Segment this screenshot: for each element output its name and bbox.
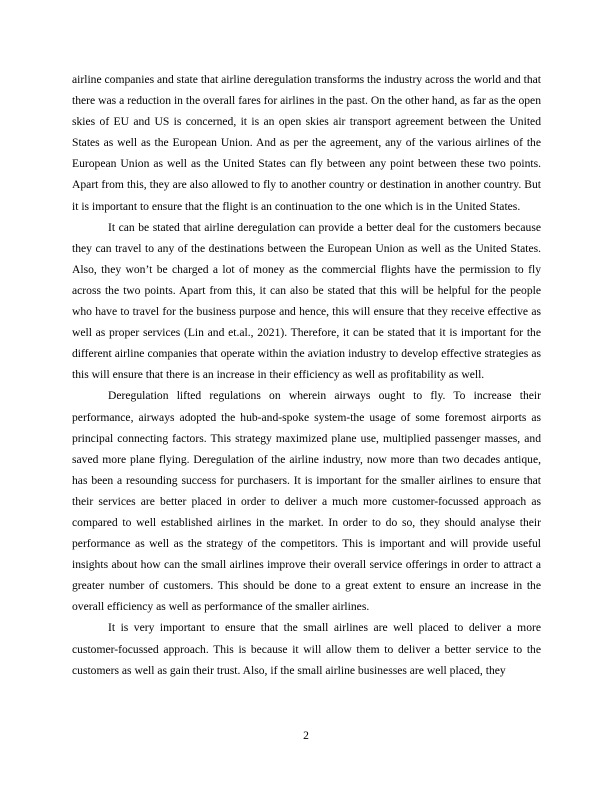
paragraph-hub-and-spoke: Deregulation lifted regulations on wherein airways ought to fly. To increase their performance, airways adopted the hub-and-spoke system-the usage of some foremost airports as principal connecting factors. This strategy maximized plane use, multiplied passenger masses, and saved more plane flying. Deregulation of the airline industry, now more than two decades antique, has been a resounding success for purchasers. It is important for the smaller airlines to ensure that their services are better placed in order to deliver a much more customer-focussed approach as compared to well established airlines in the market. In order to do so, they should analyse their performance as well as the strategy of the competitors. This is important and will provide useful insights about how can the small airlines improve their overall service offerings in order to attract a greater number of customers. This should be done to a great extent to ensure an increase in the overall efficiency as well as performance of the smaller airlines. bbox=[72, 389, 541, 614]
paragraph-continuation: airline companies and state that airline deregulation transforms the industry across the world and that there was a reduction in the overall fares for airlines in the past. On the other hand, as far as the open skies of EU and US is concerned, it is an open skies air transport agreement between the United States as well as the European Union. And as per the agreement, any of the various airlines of the European Union as well as the United States can fly between any point between these two points. Apart from this, they are also allowed to fly to another country or destination in another country. But it is important to ensure that the flight is an continuation to the one which is in the United States. bbox=[72, 73, 541, 213]
body-text bbox=[72, 69, 541, 681]
page-number: 2 bbox=[303, 729, 309, 742]
paragraph-customer-focussed: It is very important to ensure that the small airlines are well placed to deliver a more customer-focussed approach. This is because it will allow them to deliver a better service to the customers as well as gain their trust. Also, if the small airline businesses are well placed, they bbox=[72, 621, 541, 677]
paragraph-airline-deregulation-deal: It can be stated that airline deregulation can provide a better deal for the customers because they can travel to any of the destinations between the European Union as well as the United States. Also, they won’t be charged a lot of money as the commercial flights have the permission to fly across the two points. Apart from this, it can also be stated that this will be helpful for the people who have to travel for the business purpose and hence, this will ensure that they receive effective as well as proper services (Lin and et.al., 2021). Therefore, it can be stated that it is important for the different airline companies that operate within the aviation industry to develop effective strategies as this will ensure that there is an increase in their efficiency as well as profitability as well. bbox=[72, 220, 541, 382]
